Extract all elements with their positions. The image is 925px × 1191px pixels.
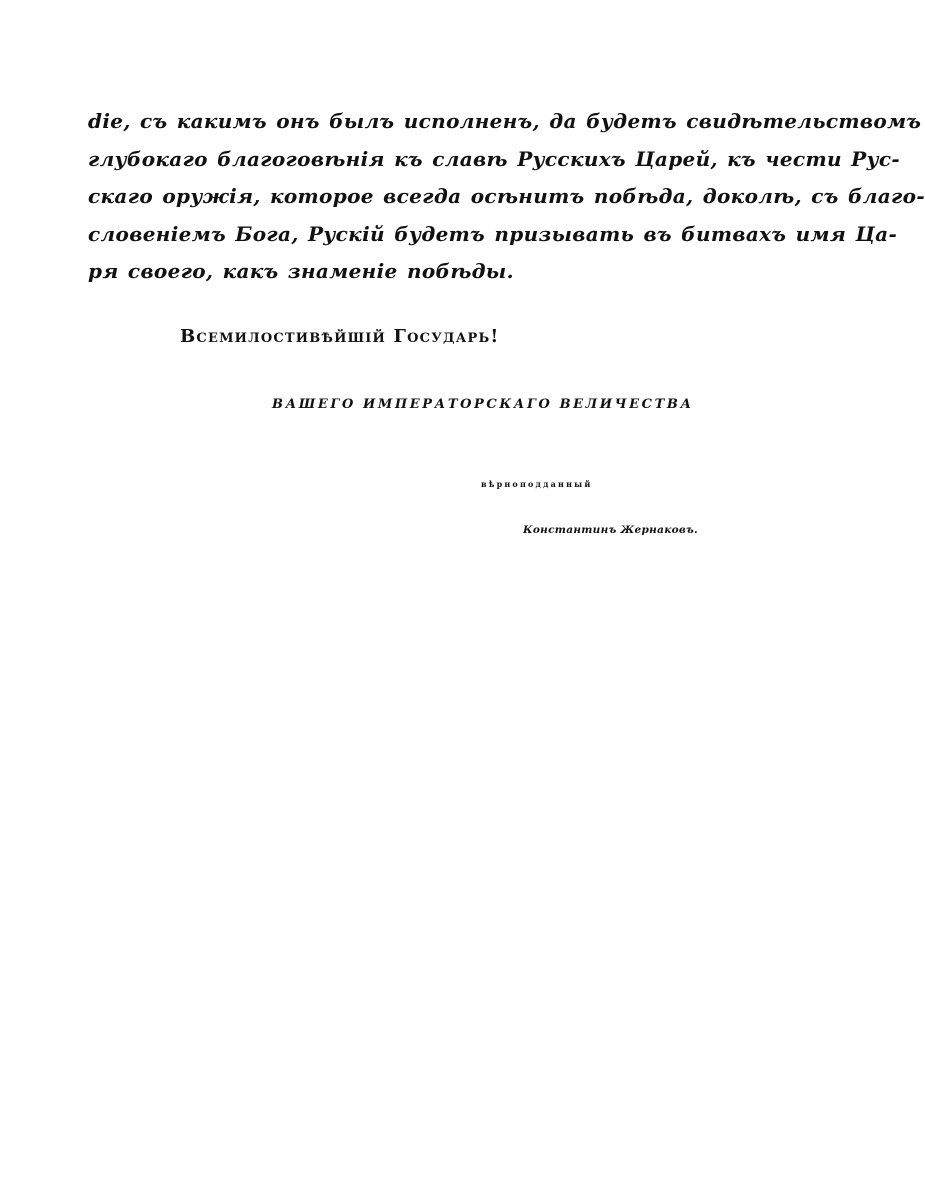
paragraph-line: ря своего, какъ знаменіе побѣды.: [88, 259, 514, 283]
paragraph-line: скаго оружія, которое всегда осѣнитъ побѣда, доколѣ, съ благо-: [88, 184, 925, 208]
paragraph-line: dіе, съ какимъ онъ былъ исполненъ, да будетъ свидѣтельствомъ: [88, 109, 922, 133]
paragraph-line: глубокаго благоговѣнія къ славѣ Русскихъ Царей, къ чести Рус-: [88, 146, 901, 171]
majesty-line: ВАШЕГО ИМПЕРАТОРСКАГО ВЕЛИЧЕСТВА: [272, 397, 694, 412]
paragraph-line: словеніемъ Бога, Рускій будетъ призывать въ битвахъ имя Ца-: [88, 221, 898, 246]
signature: Константинъ Жернаковъ.: [523, 524, 699, 536]
salutation: Всемилостивѣйшій Государь!: [180, 326, 500, 347]
closing-paragraph: [88, 103, 925, 291]
subject-line: вѣрноподданный: [481, 479, 593, 489]
